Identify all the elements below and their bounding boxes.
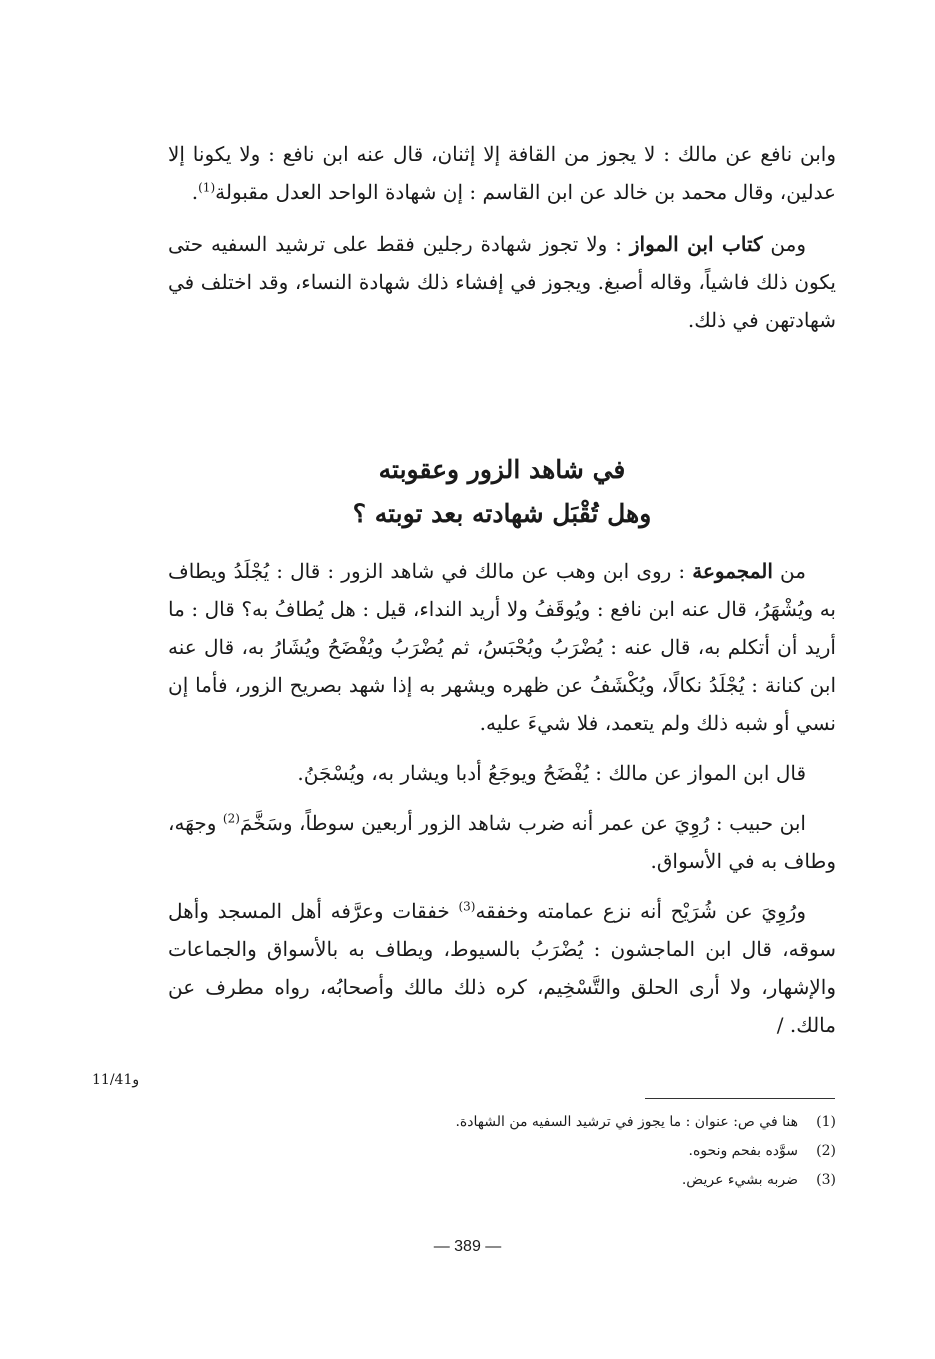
- paragraph-qafa: وابن نافع عن مالك : لا يجوز من القافة إلا إثنان، قال عنه ابن نافع : ولا يكونا إلا عدلين، وقال محمد بن خالد عن ابن القاسم : إن شهادة الواحد العدل مقبولة$^{(1)}$.: [168, 142, 836, 204]
- paragraph-ibn-mawaz: ومن كتاب ابن المواز : ولا تجوز شهادة رجلين فقط على ترشيد السفيه حتى يكون ذلك فاشياً، وقاله أصبغ. ويجوز في إفشاء ذلك شهادة النساء، وقد اختلف في شهادتهن في ذلك.: [168, 232, 836, 332]
- footnote-ref-3: (3): [458, 899, 476, 914]
- footnote-3: [300, 1166, 836, 1195]
- footnote-number: (3): [816, 1172, 836, 1188]
- footnote-ref-2: (2): [222, 811, 240, 826]
- footnotes: [300, 1108, 836, 1195]
- footnote-ref-1: (1): [198, 180, 216, 195]
- footnote-text: هنا في ص: عنوان : ما يجوز في ترشيد السفيه من الشهادة.: [455, 1114, 798, 1130]
- paragraph-punishment: قال ابن المواز عن مالك : يُفْضَحُ ويوجَعُ أدبا ويشار به، ويُسْجَنُ.: [297, 761, 806, 785]
- heading-line-2: وهل تُقْبَل شهادته بعد توبته ؟: [352, 499, 652, 528]
- main-text-block: [168, 552, 836, 1044]
- heading-line-1: في شاهد الزور وعقوبته: [378, 455, 626, 484]
- page-number: — 389 —: [433, 1238, 502, 1255]
- footnote-2: [300, 1137, 836, 1166]
- paragraph-shurayh: ورُوِيَ عن شُرَيْح أنه نزع عمامته وخفقه$^{(3)}$ خفقات وعرَّفه أهل المسجد وأهل سوقه، قال ابن الماجشون : يُضْرَبُ بالسيوط، ويطاف به بالأسواق والجماعات والإشهار، ولا أرى الحلق والتَّسْخِيم، كره ذلك مالك وأصحابُه، رواه مطرف عن مالك. /: [168, 899, 836, 1037]
- top-text-block: [168, 135, 836, 339]
- paragraph-majmua: من المجموعة : روى ابن وهب عن مالك في شاهد الزور : قال : يُجْلَدُ ويطاف به ويُشْهَرُ، قال عنه ابن نافع : ويُوقَفُ ولا أريد النداء، قيل : هل يُطافُ به؟ قال : ما أريد أن أتكلم به، قال عنه : يُضْرَبُ ويُحْبَسُ، ثم يُضْرَبُ ويُفْضَحُ ويُشَارُ به، قال عنه ابن كنانة : يُجْلَدُ نكالًا، ويُكْشَفُ عن ظهره ويشهر به إذا شهد بصريح الزور، فأما إن نسي أو شبه ذلك ولم يتعمد، فلا شيءَ عليه.: [168, 559, 836, 735]
- section-heading: [168, 448, 836, 536]
- footnote-number: (2): [816, 1143, 836, 1159]
- manuscript-folio-note: 11/41و: [92, 1072, 140, 1088]
- footnote-text: ضربه بشيء عريض.: [681, 1172, 798, 1188]
- book-title: كتاب ابن المواز: [629, 232, 763, 256]
- footnote-number: (1): [816, 1114, 836, 1130]
- footnote-text: سوَّده بفحم ونحوه.: [688, 1143, 798, 1159]
- footnote-divider: [645, 1098, 835, 1099]
- source-title: المجموعة: [692, 559, 773, 583]
- footnote-1: [300, 1108, 836, 1137]
- paragraph-umar: ابن حبيب : رُوِيَ عن عمر أنه ضرب شاهد الزور أربعين سوطاً، وسَخَّمَ$^{(2)}$ وجهَه، وطاف به في الأسواق.: [168, 811, 836, 873]
